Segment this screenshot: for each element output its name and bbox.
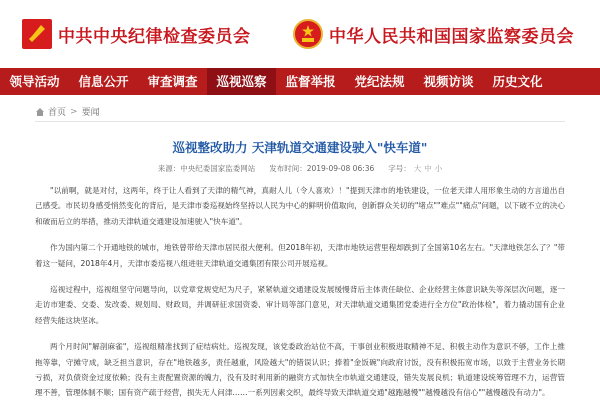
breadcrumb-home[interactable]: 首页 xyxy=(48,108,67,118)
article-paragraph: 两个月时间"解剖麻雀"，巡视组精准找到了症结病灶。巡视发现，该党委政治站位不高，干事创业积极进取精神不足、积极主动作为意识不够，工作上推拖等靠，守摊守成，缺乏担当意识，存在"地铁越多，责任越重，风险越大"的错误认识；捧着"金饭碗"向政府讨饭，没有积极拓宽市场，以致于主营业务长期亏损，对负债资金过度依赖；没有主责配置资源的魄力，没有及时利用新的融资方式加快全市轨道交通建设，错失发展良机；轨道建设统筹管理不力，运营管理不善，管理体制不顺；国有资产疏于经营，损失无人问津……一系列因素交织，最终导致天津轨道交通"越跑越慢""越慢越没有信心""越慢越没有动力"。 xyxy=(35,342,565,398)
nav-item-investigation[interactable]: 审查调查 xyxy=(147,74,198,89)
font-size-small[interactable]: 小 xyxy=(434,164,443,173)
main-nav xyxy=(0,68,600,95)
home-icon xyxy=(35,107,45,117)
nav-item-leadership[interactable]: 领导活动 xyxy=(9,74,60,89)
nsc-brand[interactable] xyxy=(293,0,574,68)
nav-item-report[interactable]: 监督举报 xyxy=(285,74,336,89)
ccdi-title: 中共中央纪律检查委员会 xyxy=(58,26,251,47)
font-size-large[interactable]: 大 xyxy=(413,164,422,173)
article-body xyxy=(35,183,565,412)
article-paragraph: 巡视过程中，巡视组坚守问题导向，以党章党规党纪为尺子，紧紧轨道交通建设发展缓慢背后主体责任缺位、企业经营主体意识缺失等深层次问题，逐一走访市建委、交委、发改委、规划局、财政局，并调研征求国资委、审计局等部门意见，对天津轨道交通集团党委进行全方位"政治体检"，着力撬动国有企业经营失能这块坚冰。 xyxy=(35,285,565,325)
national-emblem-icon xyxy=(293,19,323,49)
article-paragraph: "以前啊，就是对付，这两年，终于让人看到了天津的精气神，真耐人儿（令人喜欢）！"提到天津市的地铁建设，一位老天津人用形象生动的方言道出自己感受。市民切身感受悄然变化的背后，是天津市委巡视始终坚持以人民为中心的鲜明价值取向，创新群众关切的"堵点""难点""痛点"问题，以下破不立的决心和破而后立的举措，推动天津轨道交通建设加速驶入"快车道"。 xyxy=(35,186,565,226)
party-emblem-icon xyxy=(22,19,52,49)
nsc-title: 中华人民共和国国家监察委员会 xyxy=(329,26,574,47)
nav-item-history[interactable]: 历史文化 xyxy=(492,74,543,89)
article-time: 发布时间：2019-09-08 06:36 xyxy=(269,164,375,173)
divider xyxy=(35,121,565,122)
article-meta xyxy=(35,163,565,174)
site-header xyxy=(0,0,600,68)
article-title: 巡视整改助力 天津轨道交通建设驶入"快车道" xyxy=(172,140,428,155)
ccdi-brand[interactable] xyxy=(22,0,251,68)
breadcrumb-separator: > xyxy=(70,106,78,117)
font-size-control xyxy=(388,163,442,174)
nav-item-info-disclosure[interactable]: 信息公开 xyxy=(78,74,129,89)
font-size-medium[interactable]: 中 xyxy=(424,164,432,173)
article-source: 来源：中央纪委国家监委网站 xyxy=(157,164,256,173)
article-paragraph: 作为国内第二个开通地铁的城市，地铁曾带给天津市居民很大便利。但2018年初，天津市地铁运营里程却跌到了全国第10名左右。"天津地铁怎么了？"带着这一疑问，2018年4月，天津市委巡视八组进驻天津轨道交通集团有限公司开展巡视。 xyxy=(35,243,565,268)
font-size-label: 字号： xyxy=(388,164,411,173)
nav-item-video[interactable]: 视频访谈 xyxy=(423,74,474,89)
breadcrumb xyxy=(35,105,100,118)
nav-item-regulations[interactable]: 党纪法规 xyxy=(354,74,405,89)
breadcrumb-current[interactable]: 要闻 xyxy=(81,108,100,118)
nav-item-inspection[interactable]: 巡视巡察 xyxy=(207,68,276,95)
